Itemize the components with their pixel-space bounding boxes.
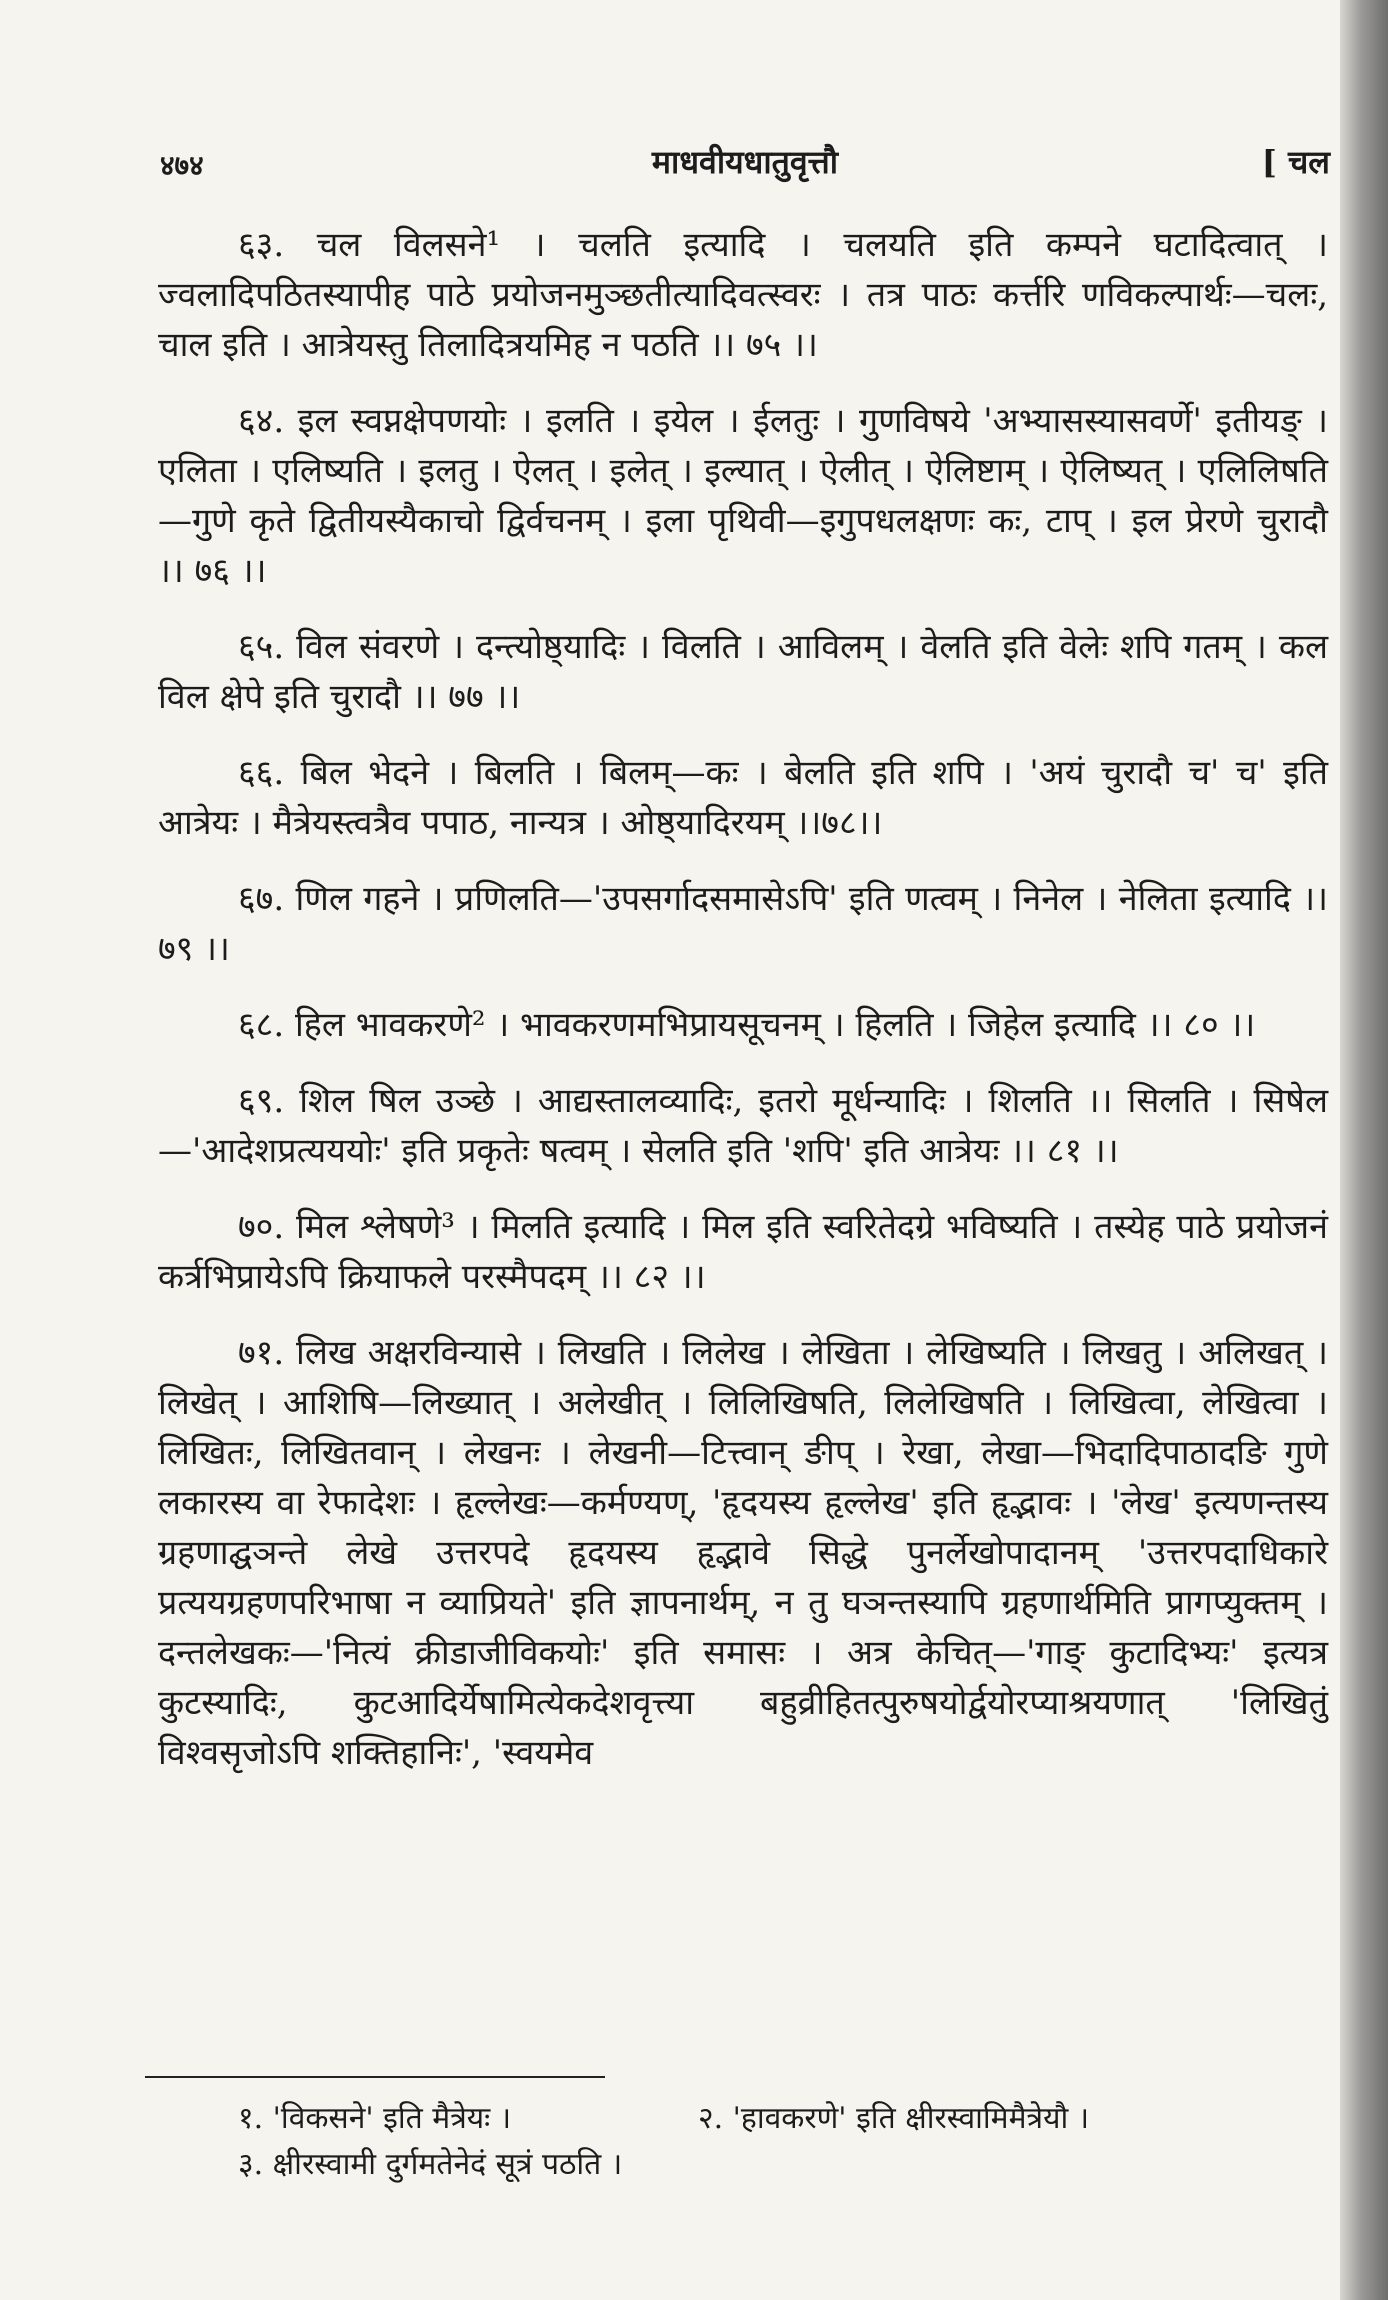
section-mark: [ चल bbox=[1261, 143, 1330, 181]
main-text bbox=[158, 220, 1328, 1778]
paragraph-65: ६५. विल संवरणे । दन्त्योष्ठ्यादिः । विलति । आविलम् । वेलति इति वेलेः शपि गतम् । कल विल क्षेपे इति चुरादौ ।। ७७ ।। bbox=[158, 627, 1328, 717]
footnote-2: २. 'हावकरणे' इति क्षीरस्वामिमैत्रेयौ । bbox=[698, 2101, 1090, 2136]
running-title: माधवीयधातुवृत्तौ bbox=[651, 143, 839, 181]
paragraph-69: ६९. शिल षिल उञ्छे । आद्यस्तालव्यादिः, इतरो मूर्धन्यादिः । शिलति ।। सिलति । सिषेल—'आदेशप्रत्यययोः' इति प्रकृतेः षत्वम् । सेलति इति 'शपि' इति आत्रेयः ।। ८१ ।। bbox=[158, 1081, 1328, 1171]
footnotes bbox=[158, 2096, 1328, 2188]
paragraph-71: ७१. लिख अक्षरविन्यासे । लिखति । लिलेख । लेखिता । लेखिष्यति । लिखतु । अलिखत् । लिखेत् । आशिषि—लिख्यात् । अलेखीत् । लिलिखिषति, लिलेखिषति । लिखित्वा, लेखित्वा । लिखितः, लिखितवान् । लेखनः । लेखनी—टित्त्वान् ङीप् । रेखा, लेखा—भिदादिपाठादङि गुणे लकारस्य वा रेफादेशः । हृल्लेखः—कर्मण्यण्, 'हृदयस्य हृल्लेख' इति हृद्भावः । 'लेख' इत्यणन्तस्य ग्रहणाद्घञन्ते लेखे उत्तरपदे हृदयस्य हृद्भावे सिद्धे पुनर्लेखोपादानम् 'उत्तरपदाधिकारे प्रत्ययग्रहणपरिभाषा न व्याप्रियते' इति ज्ञापनार्थम्, न तु घञन्तस्यापि ग्रहणार्थमिति प्रागप्युक्तम् । दन्तलेखकः—'नित्यं क्रीडाजीविकयोः' इति समासः । अत्र केचित्—'गाङ् कुटादिभ्यः' इत्यत्र कुटस्यादिः, कुटआदिर्येषामित्येकदेशवृत्त्या बहुव्रीहितत्पुरुषयोर्द्वयोरप्याश्रयणात् 'लिखितुं विश्वसृजोऽपि शक्तिहानिः', 'स्वयमेव bbox=[158, 1333, 1328, 1773]
paragraph-70: ७०. मिल श्लेषणे³ । मिलति इत्यादि । मिल इति स्वरितेदग्रे भविष्यति । तस्येह पाठे प्रयोजनं कर्त्रभिप्रायेऽपि क्रियाफले परस्मैपदम् ।। ८२ ।। bbox=[158, 1207, 1328, 1297]
footnote-divider bbox=[145, 2076, 605, 2078]
footnote-1: १. 'विकसने' इति मैत्रेयः । bbox=[238, 2101, 512, 2136]
page-header bbox=[160, 140, 1330, 190]
footnote-row bbox=[158, 2096, 1328, 2142]
paragraph-67: ६७. णिल गहने । प्रणिलति—'उपसर्गादसमासेऽपि' इति णत्वम् । निनेल । नेलिता इत्यादि ।। ७९ ।। bbox=[158, 879, 1328, 969]
footnote-row bbox=[158, 2142, 1328, 2188]
paragraph-63: ६३. चल विलसने¹ । चलति इत्यादि । चलयति इति कम्पने घटादित्वात् । ज्वलादिपठितस्यापीह पाठे प्रयोजनमुञ्छतीत्यादिवत्स्वरः । तत्र पाठः कर्त्तरि णविकल्पार्थः—चलः, चाल इति । आत्रेयस्तु तिलादित्रयमिह न पठति ।। ७५ ।। bbox=[158, 225, 1328, 365]
page-number: ४७४ bbox=[160, 149, 204, 182]
footnote-3: ३. क्षीरस्वामी दुर्गमतेनेदं सूत्रं पठति । bbox=[238, 2147, 623, 2182]
paragraph-68: ६८. हिल भावकरणे² । भावकरणमभिप्रायसूचनम् । हिलति । जिहेल इत्यादि ।। ८० ।। bbox=[238, 1005, 1256, 1045]
paragraph-64: ६४. इल स्वप्नक्षेपणयोः । इलति । इयेल । ईलतुः । गुणविषये 'अभ्यासस्यासवर्णे' इतीयङ् । एलिता । एलिष्यति । इलतु । ऐलत् । इलेत् । इल्यात् । ऐलीत् । ऐलिष्टाम् । ऐलिष्यत् । एलिलिषति—गुणे कृते द्वितीयस्यैकाचो द्विर्वचनम् । इला पृथिवी—इगुपधलक्षणः कः, टाप् । इल प्रेरणे चुरादौ ।। ७६ ।। bbox=[158, 401, 1328, 591]
paragraph-66: ६६. बिल भेदने । बिलति । बिलम्—कः । बेलति इति शपि । 'अयं चुरादौ च' च' इति आत्रेयः । मैत्रेयस्त्वत्रैव पपाठ, नान्यत्र । ओष्ठ्यादिरयम् ।।७८।। bbox=[158, 753, 1328, 843]
book-binding-edge bbox=[1340, 0, 1388, 2300]
